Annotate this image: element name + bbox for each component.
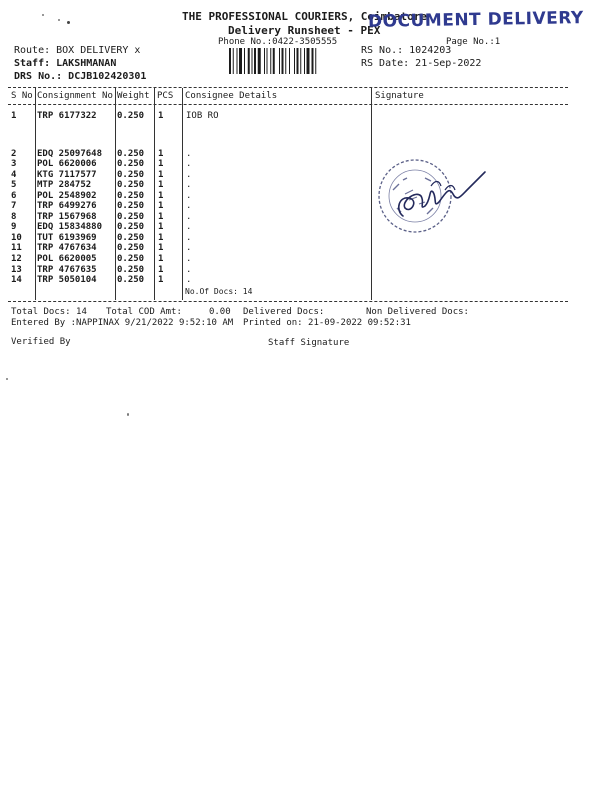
table-row — [0, 160, 600, 170]
cell-sno: 1 — [11, 111, 17, 121]
cell-consignee: . — [186, 180, 192, 190]
cell-pcs: 1 — [158, 254, 164, 264]
company-name: THE PROFESSIONAL COURIERS, Coimbatore — [182, 10, 428, 23]
rs-number: RS No.: 1024203 — [361, 45, 452, 56]
cell-consignment: POL 6620005 — [37, 254, 97, 264]
document-delivery-stamp: DOCUMENT DELIVERY — [367, 8, 584, 32]
cell-consignment: POL 2548902 — [37, 191, 97, 201]
barcode-bar — [233, 48, 234, 74]
cell-consignment: TRP 5050104 — [37, 275, 97, 285]
cell-consignee: . — [186, 233, 192, 243]
cell-consignee: . — [186, 243, 192, 253]
cell-consignee: . — [186, 201, 192, 211]
cell-pcs: 1 — [158, 111, 164, 121]
staff-signature: Staff Signature — [268, 338, 350, 348]
header-pcs: PCS — [157, 91, 174, 101]
cell-sno: 4 — [11, 170, 17, 180]
barcode-bar — [273, 48, 275, 74]
cell-weight: 0.250 — [117, 159, 145, 169]
barcode-bar — [258, 48, 261, 74]
staff-name: Staff: LAKSHMANAN — [14, 58, 117, 69]
cell-weight: 0.250 — [117, 212, 145, 222]
scan-speck — [58, 19, 60, 21]
table-row — [0, 112, 600, 122]
cell-consignment: TRP 4767635 — [37, 265, 97, 275]
cell-consignee: . — [186, 170, 192, 180]
rs-date: RS Date: 21-Sep-2022 — [361, 58, 482, 69]
cell-consignment: KTG 7117577 — [37, 170, 97, 180]
total-docs: Total Docs: 14 — [11, 307, 87, 317]
cell-pcs: 1 — [158, 233, 164, 243]
cell-weight: 0.250 — [117, 170, 145, 180]
barcode-bar — [264, 48, 265, 74]
cell-consignee: . — [186, 275, 192, 285]
cell-pcs: 1 — [158, 149, 164, 159]
drs-number: DRS No.: DCJB102420301 — [14, 71, 147, 82]
barcode-bar — [270, 48, 271, 74]
cell-sno: 9 — [11, 222, 17, 232]
barcode-bar — [307, 48, 310, 74]
page-number: Page No.:1 — [446, 37, 501, 47]
barcode — [229, 48, 353, 74]
barcode-bar — [248, 48, 250, 74]
scan-speck — [67, 21, 70, 24]
header-consignee: Consignee Details — [185, 91, 278, 101]
cell-sno: 8 — [11, 212, 17, 222]
header-weight: Weight — [117, 91, 150, 101]
table-top-rule — [8, 87, 568, 88]
table-row — [0, 255, 600, 265]
cell-consignment: EDQ 25097648 — [37, 149, 103, 159]
header-sno: S No — [11, 91, 33, 101]
cell-pcs: 1 — [158, 212, 164, 222]
verified-by: Verified By — [11, 337, 71, 347]
cell-sno: 11 — [11, 243, 22, 253]
cell-sno: 2 — [11, 149, 17, 159]
delivery-seal-and-signature — [375, 150, 505, 245]
barcode-bar — [300, 48, 301, 74]
cell-consignment: TRP 4767634 — [37, 243, 97, 253]
cell-weight: 0.250 — [117, 191, 145, 201]
cell-consignee: . — [186, 254, 192, 264]
phone-number: Phone No.:0422-3505555 — [218, 37, 338, 47]
barcode-bar — [244, 48, 245, 74]
cell-weight: 0.250 — [117, 111, 145, 121]
cell-weight: 0.250 — [117, 265, 145, 275]
barcode-bar — [252, 48, 253, 74]
barcode-bar — [282, 48, 284, 74]
cell-sno: 14 — [11, 275, 22, 285]
cell-pcs: 1 — [158, 191, 164, 201]
cell-weight: 0.250 — [117, 149, 145, 159]
scan-speck — [42, 14, 44, 16]
cell-consignee: . — [186, 149, 192, 159]
header-signature: Signature — [375, 91, 424, 101]
cell-weight: 0.250 — [117, 180, 145, 190]
cell-sno: 3 — [11, 159, 17, 169]
cell-weight: 0.250 — [117, 233, 145, 243]
barcode-bar — [285, 48, 286, 74]
cell-pcs: 1 — [158, 243, 164, 253]
cell-consignment: POL 6620006 — [37, 159, 97, 169]
scan-speck — [127, 413, 129, 416]
cell-consignment: TUT 6193969 — [37, 233, 97, 243]
cell-consignee: . — [186, 212, 192, 222]
cell-consignment: TRP 1567968 — [37, 212, 97, 222]
barcode-bar — [279, 48, 280, 74]
table-header-row — [0, 92, 600, 102]
cell-sno: 10 — [11, 233, 22, 243]
cell-pcs: 1 — [158, 265, 164, 275]
cell-sno: 6 — [11, 191, 17, 201]
non-delivered-docs: Non Delivered Docs: — [366, 307, 469, 317]
entered-by: Entered By :NAPPINAX 9/21/2022 9:52:10 AM — [11, 318, 234, 328]
barcode-bar — [239, 48, 242, 74]
barcode-bar — [315, 48, 316, 74]
cell-pcs: 1 — [158, 201, 164, 211]
cell-consignee: IOB RO — [186, 111, 219, 121]
cell-consignment: TRP 6499276 — [37, 201, 97, 211]
cell-weight: 0.250 — [117, 201, 145, 211]
header-consignment: Consignment No — [37, 91, 113, 101]
cell-sno: 13 — [11, 265, 22, 275]
barcode-bar — [294, 48, 295, 74]
route: Route: BOX DELIVERY x — [14, 45, 141, 56]
cell-sno: 12 — [11, 254, 22, 264]
header-bottom-rule — [8, 104, 568, 105]
table-row — [0, 223, 600, 233]
cell-sno: 5 — [11, 180, 17, 190]
barcode-bar — [304, 48, 305, 74]
barcode-bar — [289, 48, 290, 74]
cell-weight: 0.250 — [117, 254, 145, 264]
cell-consignment: MTP 284752 — [37, 180, 92, 190]
cell-consignee: . — [186, 191, 192, 201]
barcode-bar — [229, 48, 231, 74]
cell-pcs: 1 — [158, 159, 164, 169]
cell-pcs: 1 — [158, 180, 164, 190]
barcode-bar — [237, 48, 238, 74]
cell-consignment: EDQ 15834880 — [37, 222, 103, 232]
no-of-docs: No.Of Docs: 14 — [185, 287, 253, 296]
cell-sno: 7 — [11, 201, 17, 211]
barcode-bar — [267, 48, 268, 74]
cell-pcs: 1 — [158, 275, 164, 285]
cell-weight: 0.250 — [117, 222, 145, 232]
cell-pcs: 1 — [158, 170, 164, 180]
table-row — [0, 181, 600, 191]
cell-consignee: . — [186, 265, 192, 275]
total-cod-amount: Total COD Amt: 0.00 — [106, 307, 231, 317]
scan-speck — [6, 378, 8, 380]
document-title: Delivery Runsheet - PEX — [228, 24, 381, 37]
cell-consignee: . — [186, 222, 192, 232]
cell-consignee: . — [186, 159, 192, 169]
delivered-docs: Delivered Docs: — [243, 307, 325, 317]
barcode-bar — [297, 48, 299, 74]
table-bottom-rule — [8, 301, 568, 302]
cell-weight: 0.250 — [117, 243, 145, 253]
table-row — [0, 244, 600, 254]
cell-consignment: TRP 6177322 — [37, 111, 97, 121]
cell-weight: 0.250 — [117, 275, 145, 285]
table-row — [0, 276, 600, 286]
cell-pcs: 1 — [158, 222, 164, 232]
printed-on: Printed on: 21-09-2022 09:52:31 — [243, 318, 411, 328]
barcode-bar — [312, 48, 314, 74]
barcode-bar — [254, 48, 256, 74]
table-row — [0, 202, 600, 212]
